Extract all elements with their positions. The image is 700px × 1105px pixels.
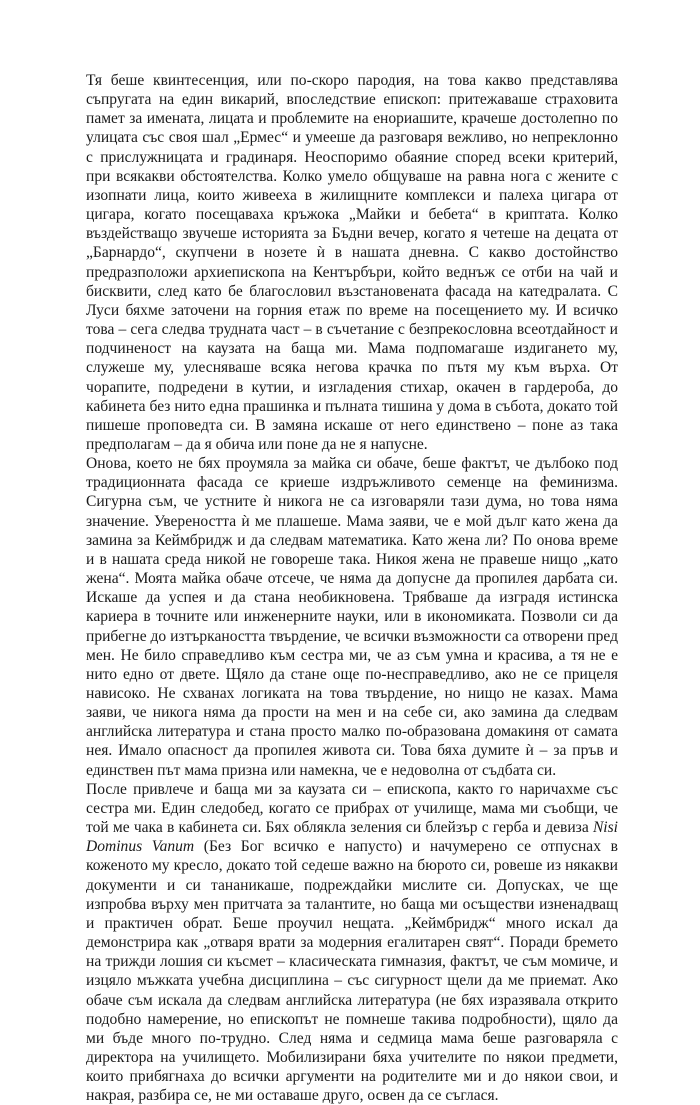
paragraph-text: Тя беше квинтесенция, или по-скоро пародия, на това какво представлява съпругата на един викарий, впоследствие епископ: притежаваше страховита памет за имената, лицата и проблемите на енориашите, крачеше достолепно по улицата със своя шал „Ермес“ и умееше да разговаря вежливо, но непреклонно с прислужницата и градинаря. Неоспоримо обаяние според всеки критерий, при всякакви обстоятелства. Колко умело общуваше на равна нога с жените с изопнати лица, които живееха в жилищните комплекси и палеха цигара от цигара, когато посещаваха кръжока „Майки и бебета“ в криптата. Колко въздействащо звучеше историята за Бъдни вечер, когато я четеше на децата от „Барнардо“, скупчени в нозете ѝ в нашата дневна. С какво достойнство предразположи архиепископа на Кентърбъри, който веднъж се отби на чай и бисквити, след като бе благословил възстановената фасада на катедралата. С Луси бяхме заточени на горния етаж по време на посещението му. И всичко това – сега следва трудната част – в съчетание с безпрекословна всеотдайност и подчиненост на каузата на баща ми. Мама подпомагаше издигането му, служеше му, улесняваше всяка негова крачка по пътя му към върха. От чорапите, подредени в кутии, и изгладения стихар, окачен в гардероба, до кабинета без нито една прашинка и пълната тишина у дома в събота, докато той пишеше проповедта си. В замяна искаше от него единствено – поне аз така предполагам – да я обича или поне да не я напусне. xyxy=(86,72,618,453)
paragraph-text: После привлече и баща ми за каузата си – епископа, както го наричахме със сестра ми. Един следобед, когато се прибрах от училище, мама ми съобщи, че той ме чака в кабинета си. Бях облякла зеления си блейзър с герба и девиза xyxy=(86,780,618,837)
paragraph-text: (Без Бог всичко е напусто) и начумерено се отпуснах в коженото му кресло, докато той седеше важно на бюрото си, ровеше из някакви документи и си тананикаше, подреждайки мислите си. Допусках, че ще изпробва върху мен притчата за талантите, но баща ми осъществи изненадващ и практичен обрат. Беше проучил нещата. „Кеймбридж“ много искал да демонстрира как „отваря врати за модерния егалитарен свят“. Поради бремето на трижди лошия си късмет – класическата гимназия, фактът, че съм момиче, и изцяло мъжката учебна дисциплина – със сигурност щели да ме приемат. Ако обаче съм искала да следвам английска литература (не бях изразявала открито подобно намерение, но епископът не помнеше такива подробности), щяло да ми бъде много по-трудно. След няма и седмица мама беше разговаряла с директора на училището. Мобилизирани бяха учителите по някои предмети, които прибягнаха до всички аргументи на родителите ми и до някои свои, и накрая, разбира се, не ми оставаше друго, освен да се съглася. xyxy=(86,838,618,1105)
paragraph-1 xyxy=(86,71,618,454)
motto-latin: Nisi Dominus Vanum xyxy=(86,819,618,856)
paragraph-text: Онова, което не бях проумяла за майка си обаче, беше фактът, че дълбоко под традиционната фасада се криеше издръжливото семенце на феминизма. Сигурна съм, че устните ѝ никога не са изговаряли тази дума, но това няма значение. Увереността ѝ ме плашеше. Мама заяви, че е мой дълг като жена да замина за Кеймбридж и да следвам математика. Като жена ли? По онова време и в нашата среда никой не говореше така. Никоя жена не правеше нищо „като жена“. Моята майка обаче отсече, че няма да допусне да пропилея дарбата си. Искаше да успея и да стана необикновена. Трябваше да изградя истинска кариера в точните или инженерните науки, или в икономиката. Позволи си да прибегне до изтъркаността твърдение, че всички възможности са отворени пред мен. Не било справедливо към сестра ми, че аз съм умна и красива, а тя не е нито едно от двете. Щяло да стане още по-несправедливо, ако не се прицеля нависоко. Не схванах логиката на това твърдение, но нищо не казах. Мама заяви, че никога няма да прости на мен и на себе си, ако замина да следвам английска литература и стана просто малко по-образована домакиня от самата нея. Имало опасност да пропилея живота си. Това бяха думите ѝ – за пръв и единствен път мама призна или намекна, че е недоволна от съдбата си. xyxy=(86,455,618,779)
paragraph-3 xyxy=(86,780,618,1105)
paragraph-2 xyxy=(86,454,618,780)
body-text xyxy=(86,71,618,1105)
